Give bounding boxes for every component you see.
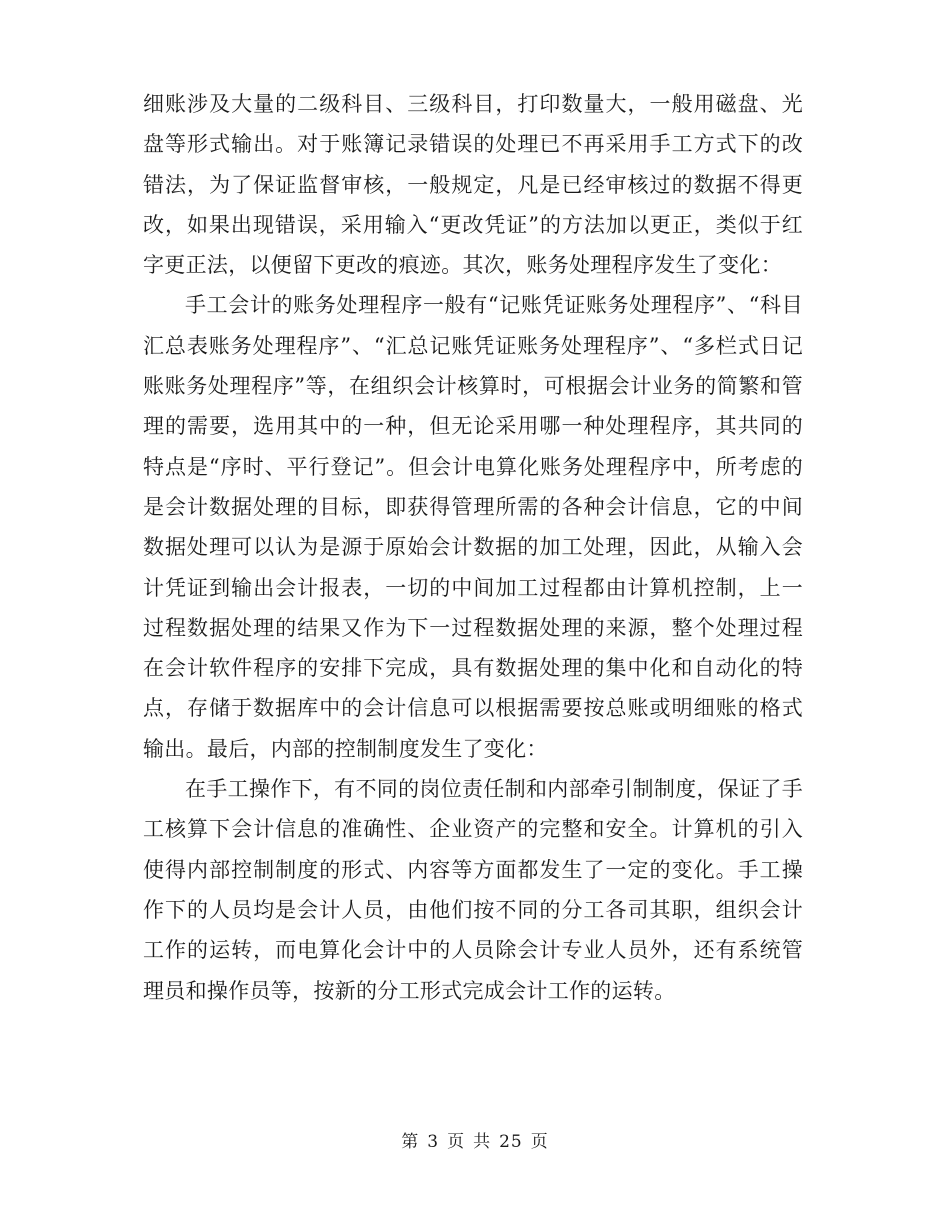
footer-label-unit2: 页: [530, 1132, 549, 1152]
paragraph-2: 手工会计的账务处理程序一般有“记账凭证账务处理程序”、“科目汇总表账务处理程序”、“汇总记账凭证账务处理程序”、“多栏式日记账账务处理程序”等，在组织会计核算时，可根据会计业务的简繁和管理的需要，选用其中的一种，但无论采用哪一种处理程序，其共同的特点是“序时、平行登记”。但会计电算化账务处理程序中，所考虑的是会计数据处理的目标，即获得管理所需的各种会计信息，它的中间数据处理可以认为是源于原始会计数据的加工处理，因此，从输入会计凭证到输出会计报表，一切的中间加工过程都由计算机控制，上一过程数据处理的结果又作为下一过程数据处理的来源，整个处理过程在会计软件程序的安排下完成，具有数据处理的集中化和自动化的特点，存储于数据库中的会计信息可以根据需要按总账或明细账的格式输出。最后，内部的控制制度发生了变化：: [143, 293, 803, 761]
footer-total-pages: 25: [499, 1132, 523, 1152]
paragraph-3: 在手工操作下，有不同的岗位责任制和内部牵引制制度，保证了手工核算下会计信息的准确性、企业资产的完整和安全。计算机的引入使得内部控制制度的形式、内容等方面都发生了一定的变化。手工操作下的人员均是会计人员，由他们按不同的分工各司其职，组织会计工作的运转，而电算化会计中的人员除会计专业人员外，还有系统管理员和操作员等，按新的分工形式完成会计工作的运转。: [143, 777, 803, 1003]
footer-label-unit: 页: [447, 1132, 466, 1152]
footer-current-page: 3: [427, 1132, 440, 1152]
page-footer: [0, 1130, 950, 1154]
footer-label-page: 第: [401, 1132, 420, 1152]
paragraph-1: 细账涉及大量的二级科目、三级科目，打印数量大，一般用磁盘、光盘等形式输出。对于账簿记录错误的处理已不再采用手工方式下的改错法，为了保证监督审核，一般规定，凡是已经审核过的数据不得更改，如果出现错误，采用输入“更改凭证”的方法加以更正，类似于红字更正法，以便留下更改的痕迹。其次，账务处理程序发生了变化：: [143, 92, 803, 278]
document-body: [143, 84, 803, 1011]
footer-label-total: 共: [473, 1132, 492, 1152]
